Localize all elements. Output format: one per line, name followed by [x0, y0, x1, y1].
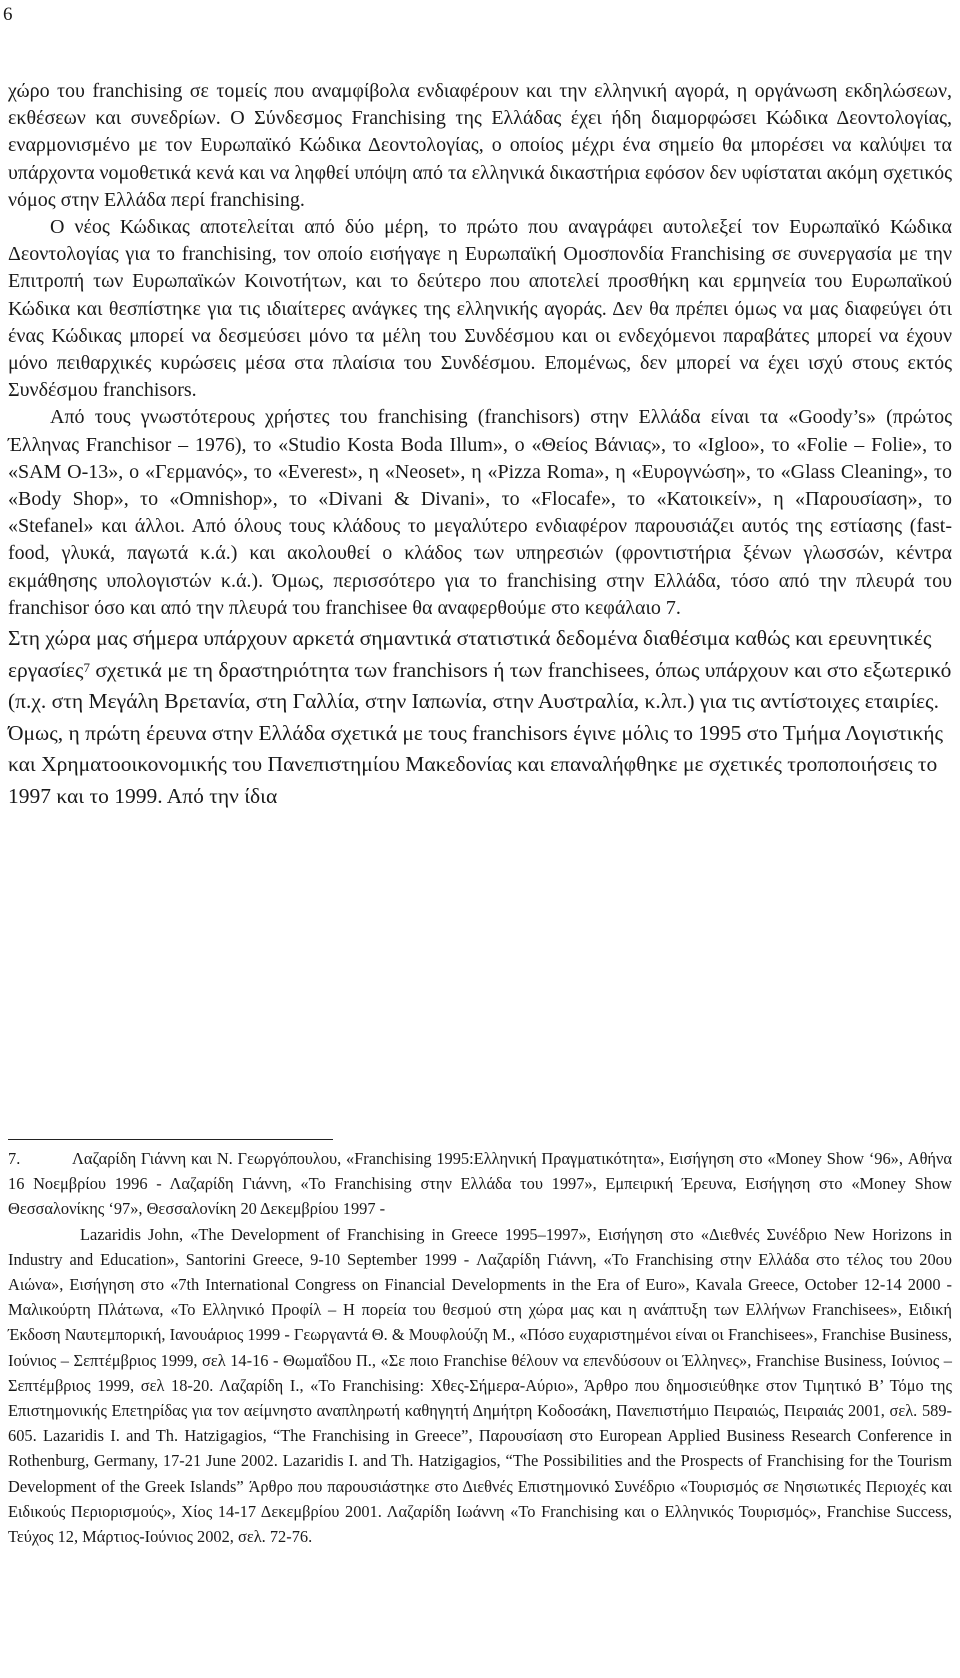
paragraph-4-text-before: Στη χώρα μας σήμερα υπάρχουν αρκετά σημαντικά στατιστικά δεδομένα διαθέσιμα καθώς και ερευνητικές εργασίες	[8, 626, 932, 682]
footnote-number: 7.	[8, 1149, 21, 1168]
footnote-separator	[8, 1139, 333, 1140]
paragraph-4-text-after: σχετικά με τη δραστηριότητα των franchisors ή των franchisees, όπως υπάρχουν και στο εξωτερικό (π.χ. στη Μεγάλη Βρετανία, στη Γαλλία, στην Ιαπωνία, στην Αυστραλία, κ.λπ.) για τις αντίστοιχες εταιρίες. Όμως, η πρώτη έρευνα στην Ελλάδα σχετικά με τους franchisors έγινε μόλις το 1995 στο Τμήμα Λογιστικής και Χρηματοοικονομικής του Πανεπιστημίου Μακεδονίας και επαναλήφθηκε με σχετικές τροποποιήσεις το 1997 και το 1999. Από την ίδια	[8, 657, 952, 808]
paragraph-4	[8, 623, 952, 812]
footnote-text-part-2: Lazaridis John, «The Development of Franchising in Greece 1995–1997», Εισήγηση στο «Διεθνές Συνέδριο New Horizons in Industry and Education», Santorini Greece, 9-10 September 1999 - Λαζαρίδη Γιάννη, «Το Franchising στην Ελλάδα στο τέλος του 20ου Αιώνα», Εισήγηση στο «7th International Congress on Financial Developments in the Era of Euro», Kavala Greece, October 12-14 2000 - Μαλικούρτη Πλάτωνα, «Το Ελληνικό Προφίλ – Η πορεία του θεσμού στη χώρα μας και η ανάπτυξη των Ελλήνων Franchisees», Ειδική Έκδοση Ναυτεμπορική, Ιανουάριος 1999 - Γεωργαντά Θ. & Μουφλούζη Μ., «Πόσο ευχαριστημένοι είναι οι Franchisees», Franchise Business, Ιούνιος – Σεπτέμβριος 1999, σελ 14-16 - Θωμαΐδου Π., «Σε ποιο Franchise θέλουν να επενδύσουν οι Έλληνες», Franchise Business, Ιούνιος – Σεπτέμβριος 1999, σελ 18-20. Λαζαρίδη Ι., «Το Franchising: Χθες-Σήμερα-Αύριο», Άρθρο που δημοσιεύθηκε στον Τιμητικό Β’ Τόμο της Επιστημονικής Επετηρίδας για τον αείμνηστο αναπληρωτή καθηγητή Δημήτρη Κοδοσάκη, Πανεπιστήμιο Πειραιώς, Πειραιάς 2001, σελ. 589-605. Lazaridis I. and Th. Hatzigagios, “The Franchising in Greece”, Παρουσίαση στο European Applied Business Research Conference in Rothenburg, Germany, 17-21 June 2002. Lazaridis I. and Th. Hatzigagios, “The Possibilities and the Prospects of Franchising for the Tourism Development of the Greek Islands” Άρθρο που παρουσιάστηκε στο Διεθνές Επιστημονικό Συνέδριο «Τουρισμός σε Νησιωτικές Περιοχές και Ειδικούς Περιορισμούς», Χίος 14-17 Δεκεμβρίου 2001. Λαζαρίδη Ιωάννη «Το Franchising και ο Ελληνικός Τουρισμός», Franchise Success, Τεύχος 12, Μάρτιος-Ιούνιος 2002, σελ. 72-76.	[8, 1224, 952, 1547]
main-text	[8, 78, 952, 812]
footnote-text-part-1: Λαζαρίδη Γιάννη και Ν. Γεωργόπουλου, «Franchising 1995:Ελληνική Πραγματικότητα», Εισήγηση στο «Money Show ‘96», Αθήνα 16 Νοεμβρίου 1996 - Λαζαρίδη Γιάννη, «Το Franchising στην Ελλάδα του 1997», Εμπειρική Έρευνα, Εισήγηση στο «Money Show Θεσσαλονίκης ‘97», Θεσσαλονίκη 20 Δεκεμβρίου 1997 -	[8, 1149, 952, 1219]
footnote-7	[8, 1146, 952, 1549]
paragraph-3: Από τους γνωστότερους χρήστες του franchising (franchisors) στην Ελλάδα είναι τα «Goody’s» (πρώτος Έλληνας Franchisor – 1976), το «Studio Kosta Boda Illum», ο «Θείος Βάνιας», το «Igloo», το «Folie – Folie», το «SAM O-13», ο «Γερμανός», το «Everest», η «Neoset», η «Pizza Roma», η «Ευρογνώση», το «Glass Cleaning», το «Body Shop», το «Omnishop», το «Divani & Divani», το «Flocafe», το «Κατοικείν», η «Παρουσίαση», το «Stefanel» και άλλοι. Από όλους τους κλάδους το μεγαλύτερο ενδιαφέρον παρουσιάζει αυτός της εστίασης (fast-food, γλυκά, παγωτά κ.ά.) και ακολουθεί ο κλάδος των υπηρεσιών (φροντιστήρια ξένων γλωσσών, κέντρα εκμάθησης υπολογιστών κ.ά.). Όμως, περισσότερο για το franchising στην Ελλάδα, τόσο από την πλευρά του franchisor όσο και από την πλευρά του franchisee θα αναφερθούμε στο κεφάλαιο 7.	[8, 406, 952, 619]
footnote-first-line	[8, 1146, 952, 1222]
footnote-reference-7[interactable]: 7	[83, 659, 90, 675]
paragraph-1: χώρο του franchising σε τομείς που αναμφίβολα ενδιαφέρουν και την ελληνική αγορά, η οργάνωση εκδηλώσεων, εκθέσεων και συνεδρίων. Ο Σύνδεσμος Franchising της Ελλάδας έχει ήδη διαμορφώσει Κώδικα Δεοντολογίας, εναρμονισμένο με τον Ευρωπαϊκό Κώδικα Δεοντολογίας, ο οποίος μέχρι ένα σημείο θα μπορέσει να καλύψει τα υπάρχοντα νομοθετικά κενά και να ληφθεί υπόψη από τα ελληνικά δικαστήρια εφόσον δεν υφίσταται ακόμη σχετικός νόμος στην Ελλάδα περί franchising.	[8, 80, 952, 211]
paragraph-2: Ο νέος Κώδικας αποτελείται από δύο μέρη, το πρώτο που αναγράφει αυτολεξεί τον Ευρωπαϊκό Κώδικα Δεοντολογίας για το franchising, τον οποίο εισήγαγε η Ευρωπαϊκή Ομοσπονδία Franchising σε συνεργασία με την Επιτροπή των Ευρωπαϊκών Κοινοτήτων, και το δεύτερο που αποτελεί προσθήκη και ερμηνεία του Ευρωπαϊκού Κώδικα και θεσπίστηκε για τις ιδιαίτερες ανάγκες της ελληνικής αγοράς. Δεν θα πρέπει όμως να μας διαφεύγει ότι ένας Κώδικας μπορεί να δεσμεύσει μόνο τα μέλη του Συνδέσμου και οι ενδεχόμενοι παραβάτες μπορεί να έχουν μόνο πειθαρχικές κυρώσεις μέσα στα πλαίσια του Συνδέσμου. Επομένως, δεν μπορεί να έχει ισχύ στους εκτός Συνδέσμου franchisors.	[8, 216, 952, 402]
page-number: 6	[3, 4, 13, 25]
